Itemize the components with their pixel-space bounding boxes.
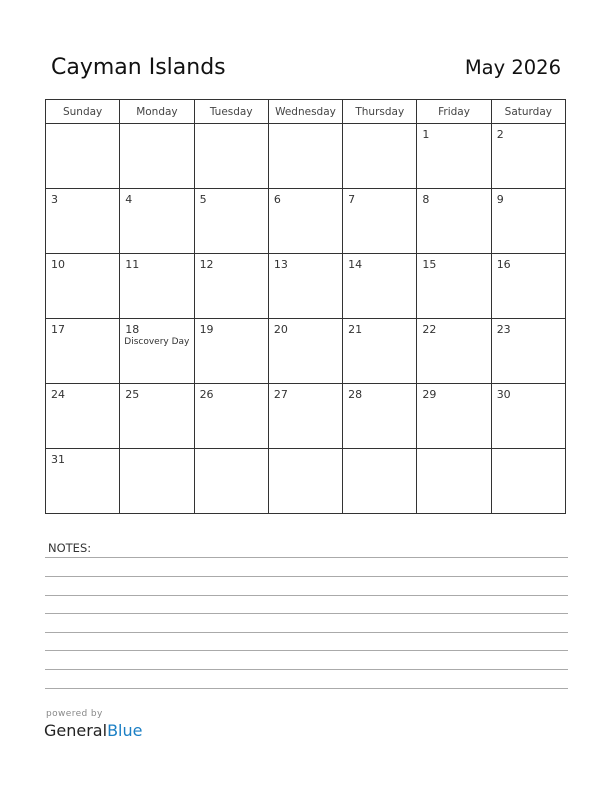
day-cell <box>268 384 342 449</box>
weekday-sunday: Sunday <box>46 100 120 124</box>
notes-line <box>45 595 568 596</box>
day-number: 22 <box>422 323 437 336</box>
day-cell <box>46 124 120 189</box>
calendar-month: May 2026 <box>464 56 561 79</box>
day-cell <box>343 254 417 319</box>
day-cell <box>343 319 417 384</box>
day-number: 5 <box>199 193 207 206</box>
day-cell <box>194 124 268 189</box>
day-number: 21 <box>348 323 363 336</box>
day-cell <box>491 254 565 319</box>
brand-name-blue: Blue <box>107 721 143 740</box>
powered-by-text: powered by <box>46 709 103 719</box>
weekday-tuesday: Tuesday <box>194 100 268 124</box>
week-row <box>46 319 566 384</box>
day-cell <box>194 319 268 384</box>
day-number: 2 <box>496 128 504 141</box>
day-cell <box>417 449 491 514</box>
day-number: 23 <box>496 323 511 336</box>
day-cell <box>120 254 194 319</box>
day-cell <box>120 384 194 449</box>
day-number: 27 <box>273 388 288 401</box>
weekday-saturday: Saturday <box>491 100 565 124</box>
day-cell <box>46 254 120 319</box>
notes-line <box>45 613 568 614</box>
day-cell <box>343 189 417 254</box>
day-cell <box>46 449 120 514</box>
day-number: 12 <box>199 258 214 271</box>
day-number: 13 <box>273 258 288 271</box>
brand-name-general: General <box>44 721 108 740</box>
day-number: 11 <box>125 258 140 271</box>
weekday-header-row <box>46 100 566 124</box>
day-cell <box>268 319 342 384</box>
week-row <box>46 449 566 514</box>
day-cell <box>120 189 194 254</box>
holiday-label: Discovery Day <box>124 337 190 347</box>
day-cell <box>268 254 342 319</box>
week-row <box>46 384 566 449</box>
day-cell <box>417 254 491 319</box>
day-number: 15 <box>422 258 437 271</box>
notes-line <box>45 688 568 689</box>
day-cell <box>120 449 194 514</box>
day-number: 19 <box>199 323 214 336</box>
day-number: 16 <box>496 258 511 271</box>
day-number: 25 <box>125 388 140 401</box>
day-cell <box>194 449 268 514</box>
notes-line <box>45 650 568 651</box>
day-cell <box>343 449 417 514</box>
weekday-monday: Monday <box>120 100 194 124</box>
weekday-wednesday: Wednesday <box>268 100 342 124</box>
day-cell <box>417 384 491 449</box>
week-row <box>46 124 566 189</box>
notes-line <box>45 557 568 558</box>
day-number: 7 <box>348 193 356 206</box>
day-number: 31 <box>51 453 65 466</box>
day-cell <box>268 189 342 254</box>
notes-label: NOTES: <box>48 541 92 555</box>
day-number: 17 <box>51 323 65 336</box>
day-cell <box>268 124 342 189</box>
day-cell <box>491 449 565 514</box>
day-cell <box>343 124 417 189</box>
day-number: 8 <box>422 193 430 206</box>
weekday-thursday: Thursday <box>343 100 417 124</box>
day-number: 10 <box>51 258 65 271</box>
day-cell <box>46 189 120 254</box>
day-number: 1 <box>422 128 430 141</box>
day-number: 3 <box>51 193 58 206</box>
day-number: 9 <box>496 193 504 206</box>
weekday-friday: Friday <box>417 100 491 124</box>
day-cell <box>46 319 120 384</box>
day-cell <box>120 319 194 384</box>
week-row <box>46 254 566 319</box>
notes-line <box>45 632 568 633</box>
day-number: 26 <box>199 388 214 401</box>
notes-line <box>45 669 568 670</box>
day-cell <box>268 449 342 514</box>
day-cell <box>343 384 417 449</box>
day-number: 6 <box>273 193 281 206</box>
day-number: 24 <box>51 388 65 401</box>
day-cell <box>491 319 565 384</box>
calendar-grid <box>45 99 566 514</box>
day-number: 30 <box>496 388 511 401</box>
day-cell <box>491 189 565 254</box>
day-cell <box>417 189 491 254</box>
day-number: 18 <box>125 323 140 336</box>
day-number: 14 <box>348 258 363 271</box>
notes-line <box>45 576 568 577</box>
day-number: 28 <box>348 388 363 401</box>
day-cell <box>417 124 491 189</box>
day-cell <box>194 384 268 449</box>
day-number: 4 <box>125 193 133 206</box>
day-cell <box>46 384 120 449</box>
day-cell <box>194 254 268 319</box>
week-row <box>46 189 566 254</box>
calendar-title: Cayman Islands <box>51 55 226 80</box>
day-number: 29 <box>422 388 437 401</box>
day-cell <box>120 124 194 189</box>
day-cell <box>417 319 491 384</box>
day-cell <box>491 384 565 449</box>
day-cell <box>491 124 565 189</box>
brand-logo[interactable] <box>44 721 142 740</box>
day-number: 20 <box>273 323 288 336</box>
day-cell <box>194 189 268 254</box>
